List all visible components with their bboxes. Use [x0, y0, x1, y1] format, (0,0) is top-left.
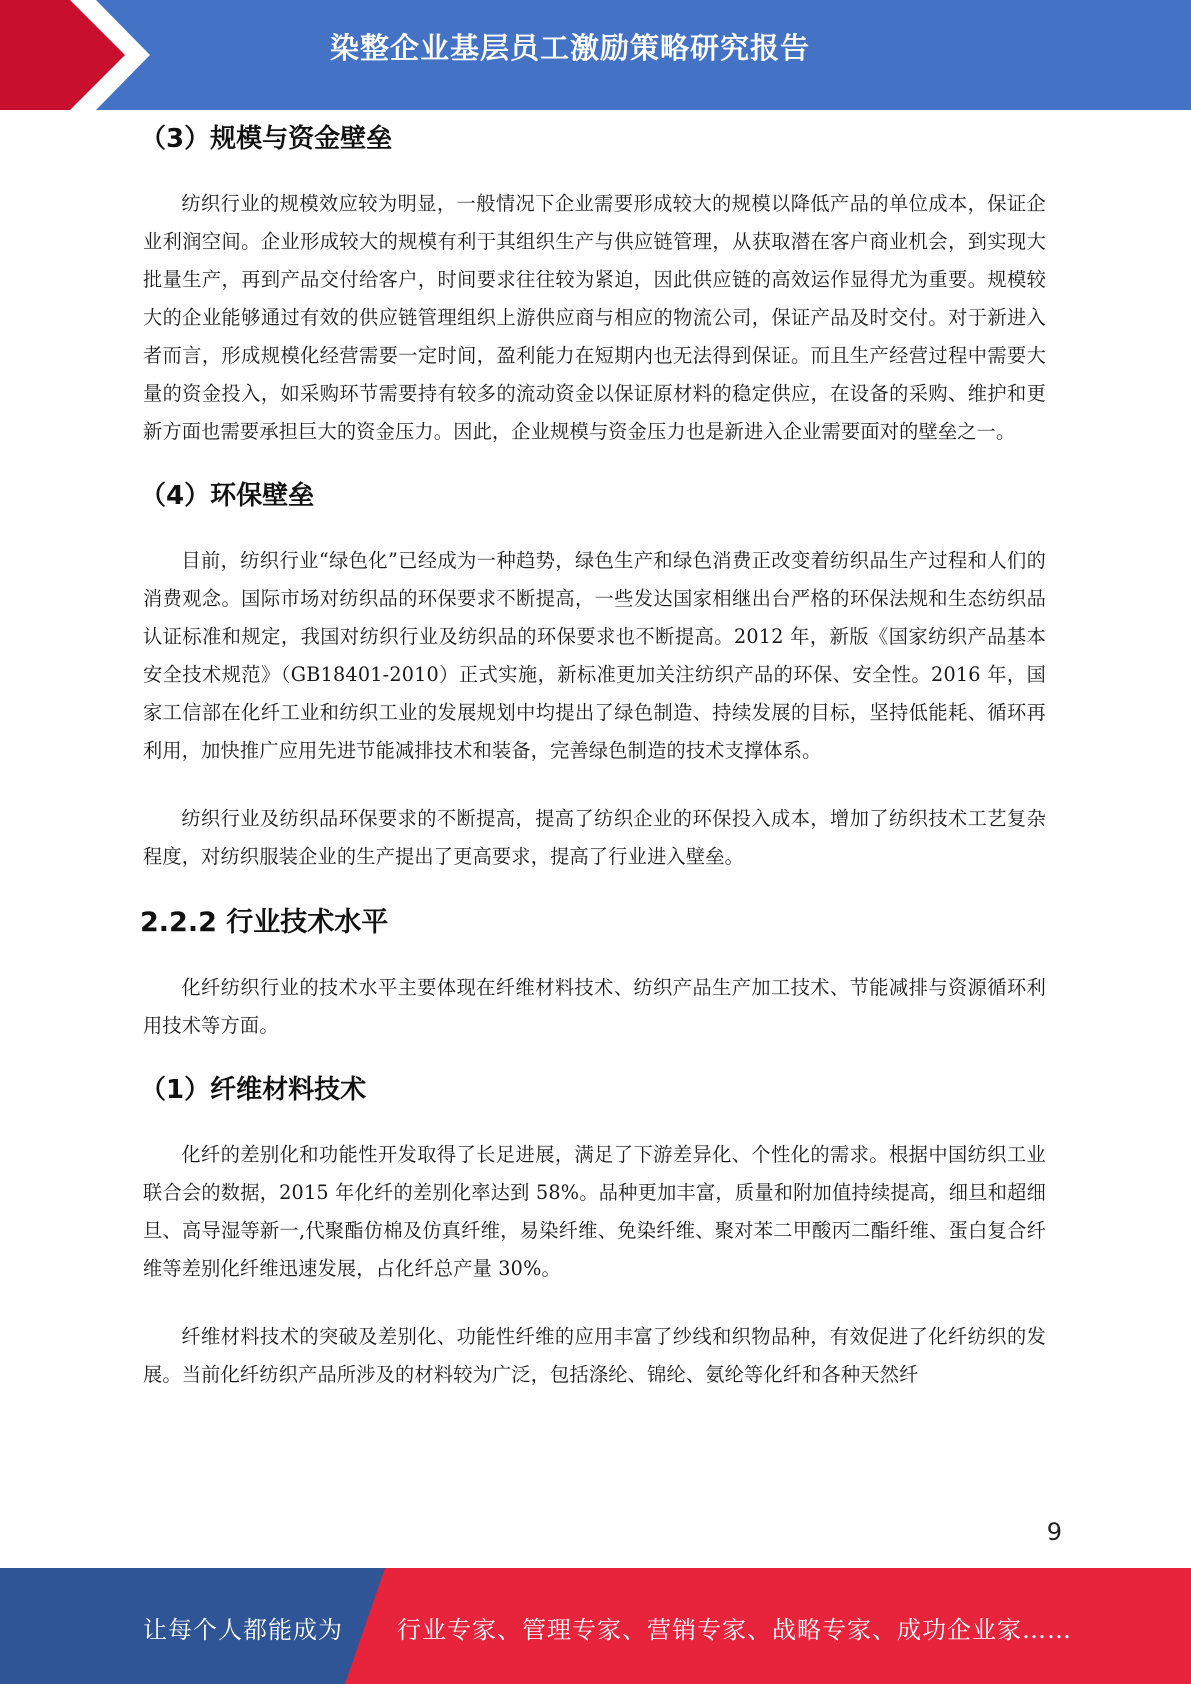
footer-slogan-left: 让每个人都能成为 [143, 1616, 343, 1644]
page-footer [0, 1568, 1191, 1684]
subsection-title-fiber-material: （1）纤维材料技术 [140, 1075, 367, 1105]
document-body [140, 118, 1046, 1394]
footer-slogan-right: 行业专家、管理专家、营销专家、战略专家、成功企业家…… [397, 1616, 1072, 1644]
page-number: 9 [1046, 1518, 1062, 1546]
paragraph-fiber-material-2: 纤维材料技术的突破及差别化、功能性纤维的应用丰富了纱线和织物品种，有效促进了化纤纺织的发展。当前化纤纺织产品所涉及的材料较为广泛，包括涤纶、锦纶、氨纶等化纤和各种天然纤 [143, 1325, 1046, 1386]
section-title-tech-level: 2.2.2 行业技术水平 [140, 907, 389, 938]
paragraph-fiber-material-1: 化纤的差别化和功能性开发取得了长足进展，满足了下游差异化、个性化的需求。根据中国纺织工业联合会的数据，2015 年化纤的差别化率达到 58%。品种更加丰富，质量和附加值持续提高，细旦和超细旦、高导湿等新一,代聚酯仿棉及仿真纤维，易染纤维、免染纤维、聚对苯二甲酸丙二酯纤维、蛋白复合纤维等差别化纤维迅速发展，占化纤总产量 30%。 [143, 1143, 1046, 1280]
paragraph-environmental-2: 纺织行业及纺织品环保要求的不断提高，提高了纺织企业的环保投入成本，增加了纺织技术工艺复杂程度，对纺织服装企业的生产提出了更高要求，提高了行业进入壁垒。 [143, 807, 1046, 868]
paragraph-scale-capital: 纺织行业的规模效应较为明显，一般情况下企业需要形成较大的规模以降低产品的单位成本，保证企业利润空间。企业形成较大的规模有利于其组织生产与供应链管理，从获取潜在客户商业机会，到实现大批量生产，再到产品交付给客户，时间要求往往较为紧迫，因此供应链的高效运作显得尤为重要。规模较大的企业能够通过有效的供应链管理组织上游供应商与相应的物流公司，保证产品及时交付。对于新进入者而言，形成规模化经营需要一定时间，盈利能力在短期内也无法得到保证。而且生产经营过程中需要大量的资金投入，如采购环节需要持有较多的流动资金以保证原材料的稳定供应，在设备的采购、维护和更新方面也需要承担巨大的资金压力。因此，企业规模与资金压力也是新进入企业需要面对的壁垒之一。 [143, 192, 1046, 443]
subsection-title-scale-capital: （3）规模与资金壁垒 [140, 124, 393, 154]
header-title: 染整企业基层员工激励策略研究报告 [330, 31, 811, 65]
paragraph-environmental-1: 目前，纺织行业“绿色化”已经成为一种趋势，绿色生产和绿色消费正改变着纺织品生产过程和人们的消费观念。国际市场对纺织品的环保要求不断提高，一些发达国家相继出台严格的环保法规和生态纺织品认证标准和规定，我国对纺织行业及纺织品的环保要求也不断提高。2012 年，新版《国家纺织产品基本安全技术规范》（GB18401-2010）正式实施，新标准更加关注纺织产品的环保、安全性。2016 年，国家工信部在化纤工业和纺织工业的发展规划中均提出了绿色制造、持续发展的目标，坚持低能耗、循环再利用，加快推广应用先进节能减排技术和装备，完善绿色制造的技术支撑体系。 [143, 549, 1046, 762]
page-header [0, 0, 1191, 110]
paragraph-tech-level: 化纤纺织行业的技术水平主要体现在纤维材料技术、纺织产品生产加工技术、节能减排与资源循环利用技术等方面。 [143, 976, 1046, 1037]
subsection-title-environmental: （4）环保壁垒 [140, 481, 315, 511]
